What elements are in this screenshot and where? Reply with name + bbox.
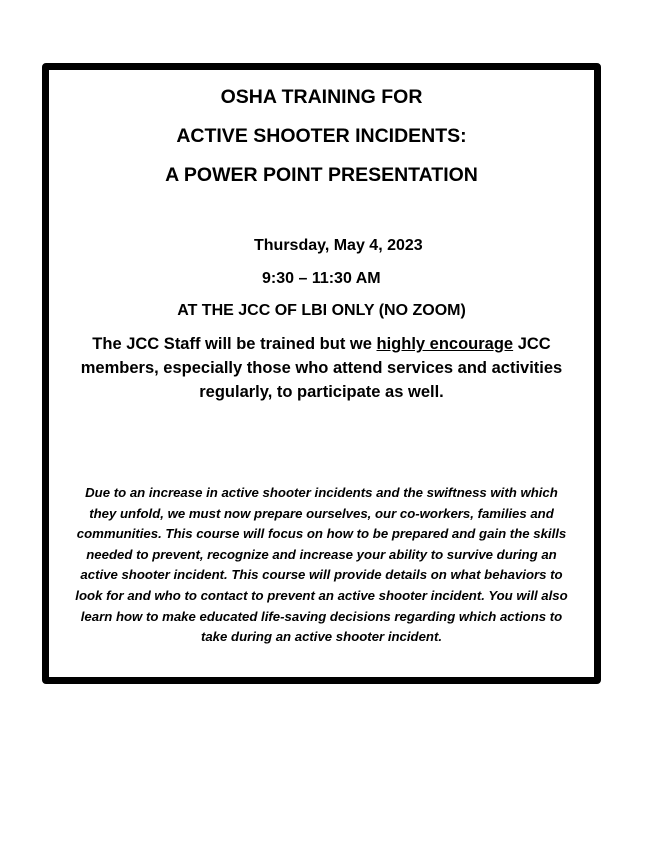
title-line-2: ACTIVE SHOOTER INCIDENTS: <box>176 125 467 147</box>
staff-note-highlight: highly encourage <box>376 335 514 353</box>
course-description: Due to an increase in active shooter incidents and the swiftness with which they unfold, we must now prepare ourselves, our co-workers, families and communities. This course will focus on how to be prepared and gain the skills needed to prevent, recognize and increase your ability to survive during an active shooter incident. This course will provide details on what behaviors to look for and who to contact to prevent an active shooter incident. You will also learn how to make educated life-saving decisions regarding which actions to take during an active shooter incident. <box>75 485 568 645</box>
event-date: Thursday, May 4, 2023 <box>254 237 423 254</box>
staff-note <box>69 332 574 404</box>
staff-note-after: JCC members, especially those who attend services and activities regularly, to participate as well. <box>80 335 563 401</box>
event-location: AT THE JCC OF LBI ONLY (NO ZOOM) <box>177 302 466 319</box>
title-line-1: OSHA TRAINING FOR <box>220 86 423 108</box>
staff-note-before: The JCC Staff will be trained but we <box>92 335 377 353</box>
title-line-3: A POWER POINT PRESENTATION <box>165 164 478 186</box>
event-time: 9:30 – 11:30 AM <box>262 270 381 287</box>
flyer-frame <box>42 63 601 684</box>
